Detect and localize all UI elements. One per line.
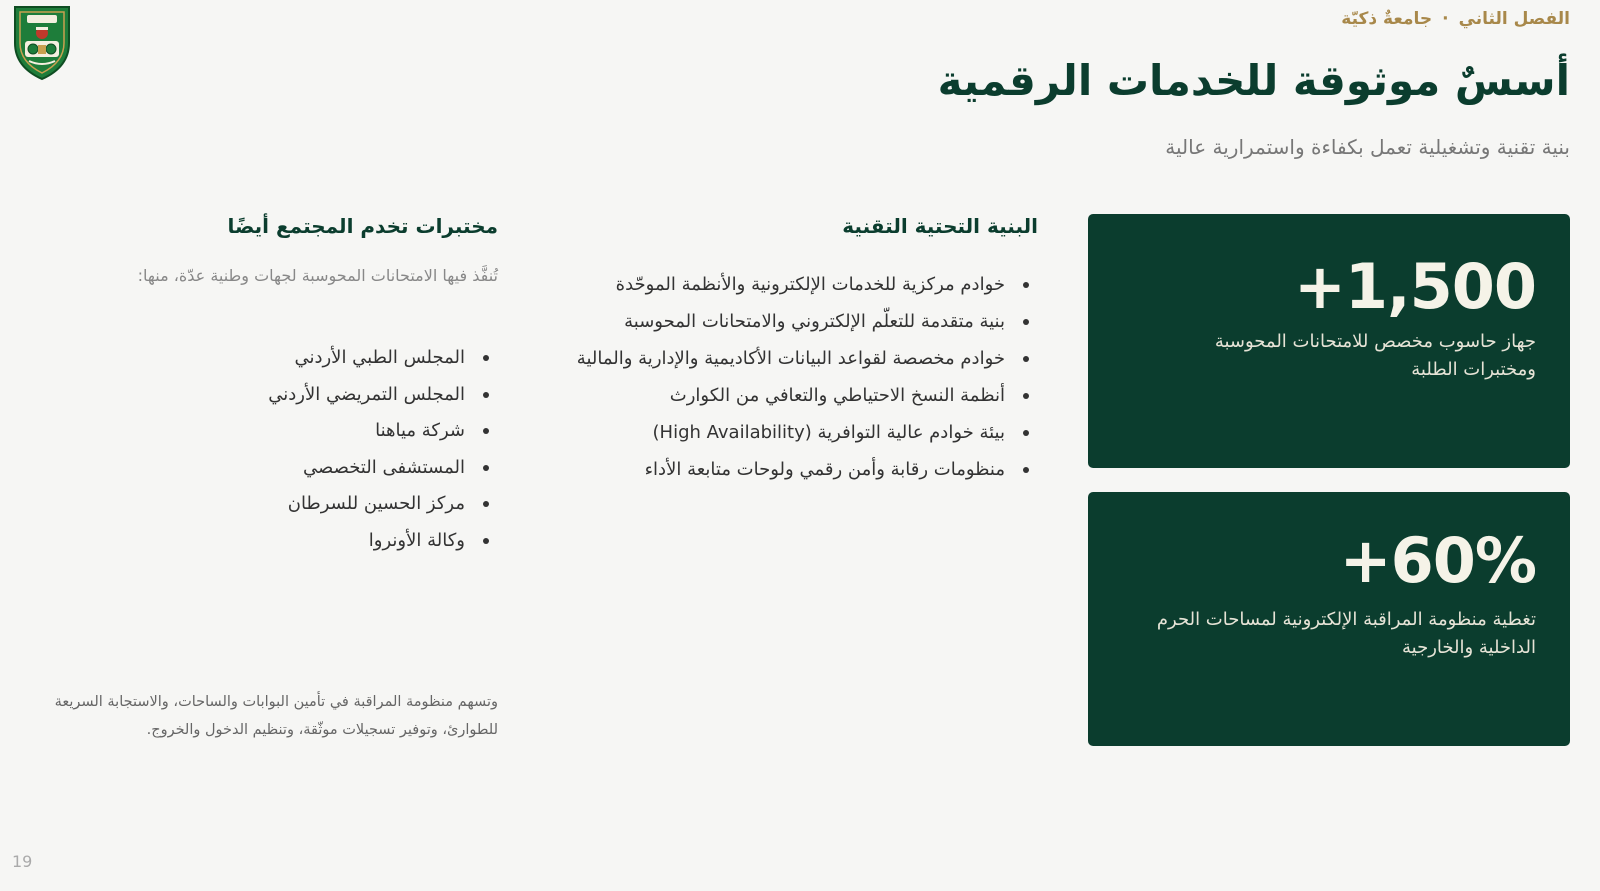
stat-card-computers [1088, 214, 1570, 468]
breadcrumb-separator: · [1442, 9, 1449, 29]
list-item: مركز الحسين للسرطان [268, 486, 495, 523]
list-item: خوادم مخصصة لقواعد البيانات الأكاديمية والإدارية والمالية [577, 340, 1035, 377]
labs-intro: تُنفَّذ فيها الامتحانات المحوسبة لجهات وطنية عدّة، منها: [137, 266, 498, 285]
breadcrumb-section: الفصل الثاني [1458, 9, 1570, 29]
list-item: وكالة الأونروا [268, 523, 495, 560]
stat-description: تغطية منظومة المراقبة الإلكترونية لمساحات الحرم الداخلية والخارجية [1156, 609, 1536, 658]
labs-heading: مختبرات تخدم المجتمع أيضًا [227, 214, 498, 238]
page-number: 19 [12, 852, 33, 871]
list-item: خوادم مركزية للخدمات الإلكترونية والأنظمة الموحّدة [577, 266, 1035, 303]
list-item: المجلس التمريضي الأردني [268, 377, 495, 414]
list-item: منظومات رقابة وأمن رقمي ولوحات متابعة الأداء [577, 451, 1035, 488]
list-item: بنية متقدمة للتعلّم الإلكتروني والامتحانات المحوسبة [577, 303, 1035, 340]
university-crest-icon [11, 3, 73, 81]
labs-list [268, 340, 495, 559]
stat-value: +1,500 [1293, 250, 1536, 323]
page-subtitle: بنية تقنية وتشغيلية تعمل بكفاءة واستمرارية عالية [1165, 135, 1570, 159]
list-item: بيئة خوادم عالية التوافرية (High Availability) [577, 414, 1035, 451]
infrastructure-heading: البنية التحتية التقنية [842, 214, 1038, 238]
breadcrumb-chapter: جامعةٌ ذكيّة [1341, 9, 1433, 29]
list-item: المستشفى التخصصي [268, 450, 495, 487]
university-logo [11, 3, 73, 81]
infrastructure-list [577, 266, 1035, 488]
list-item: شركة مياهنا [268, 413, 495, 450]
breadcrumb [1341, 9, 1570, 29]
page-title: أسسٌ موثوقة للخدمات الرقمية [937, 56, 1570, 105]
list-item: أنظمة النسخ الاحتياطي والتعافي من الكوارث [577, 377, 1035, 414]
stat-value: +60% [1339, 524, 1536, 597]
stat-description: جهاز حاسوب مخصص للامتحانات المحوسبة ومختبرات الطلبة [1214, 331, 1536, 380]
list-item: المجلس الطبي الأردني [268, 340, 495, 377]
stat-card-surveillance [1088, 492, 1570, 746]
surveillance-note: وتسهم منظومة المراقبة في تأمين البوابات والساحات، والاستجابة السريعة للطوارئ، وتوفير تسجيلات موثّقة، وتنظيم الدخول والخروج. [54, 694, 498, 738]
